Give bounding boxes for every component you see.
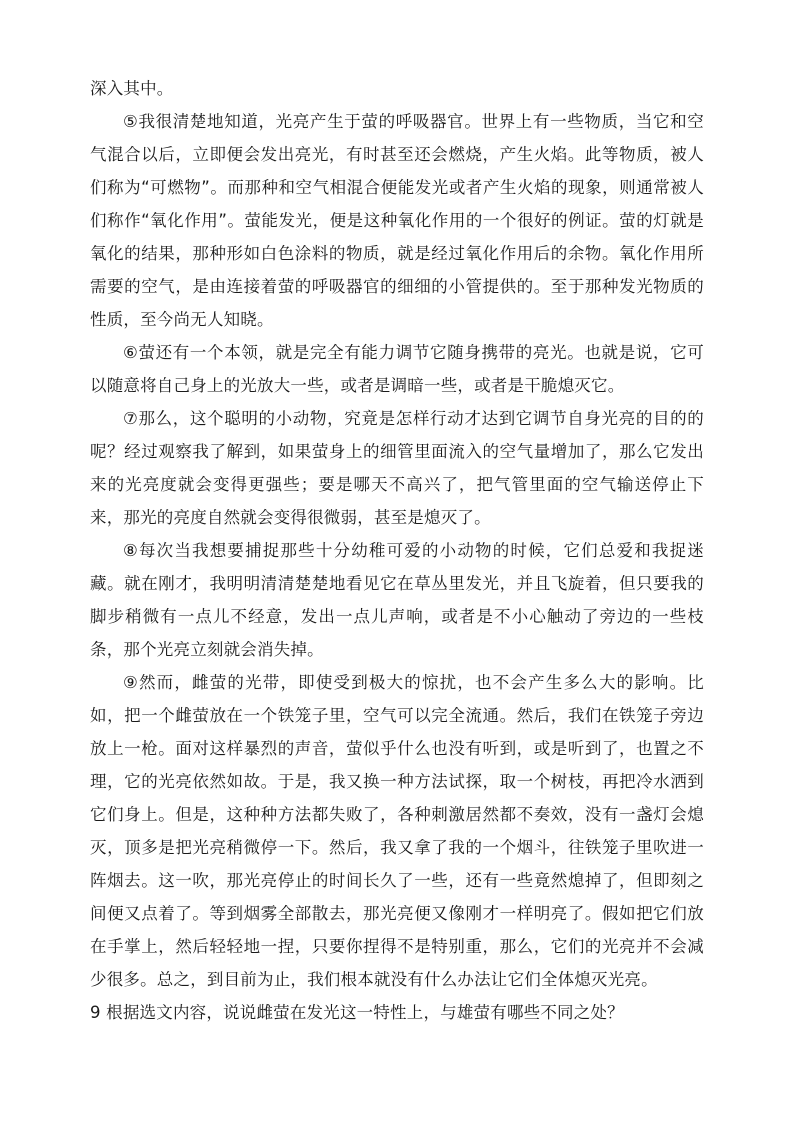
document-page	[90, 72, 704, 1029]
paragraph-7: ⑦那么，这个聪明的小动物，究竟是怎样行动才达到它调节自身光亮的目的的呢？经过观察我了解到，如果萤身上的细管里面流入的空气量增加了，那么它发出来的光亮度就会变得更强些；要是哪天不高兴了，把气管里面的空气输送停止下来，那光的亮度自然就会变得很微弱，甚至是熄灭了。	[90, 409, 704, 527]
paragraph-9: ⑨然而，雌萤的光带，即使受到极大的惊扰，也不会产生多么大的影响。比如，把一个雌萤放在一个铁笼子里，空气可以完全流通。然后，我们在铁笼子旁边放上一枪。面对这样暴烈的声音，萤似乎什么也没有听到，或是听到了，也置之不理，它的光亮依然如故。于是，我又换一种方法试探，取一个树枝，再把冷水洒到它们身上。但是，这种种方法都失败了，各种刺激居然都不奏效，没有一盏灯会熄灭，顶多是把光亮稍微停一下。然后，我又拿了我的一个烟斗，往铁笼子里吹进一阵烟去。这一吹，那光亮停止的时间长久了一些，还有一些竟然熄掉了，但即刻之间便又点着了。等到烟雾全部散去，那光亮便又像刚才一样明亮了。假如把它们放在手掌上，然后轻轻地一捏，只要你捏得不是特别重，那么，它们的光亮并不会减少很多。总之，到目前为止，我们根本就没有什么办法让它们全体熄灭光亮。	[90, 673, 704, 989]
paragraph-8: ⑧每次当我想要捕捉那些十分幼稚可爱的小动物的时候，它们总爱和我捉迷藏。就在刚才，我明明清清楚楚地看见它在草丛里发光，并且飞旋着，但只要我的脚步稍微有一点儿不经意，发出一点儿声响，或者是不小心触动了旁边的一些枝条，那个光亮立刻就会消失掉。	[90, 541, 704, 659]
question-9: 9 根据选文内容，说说雌萤在发光这一特性上，与雄萤有哪些不同之处？	[90, 1003, 624, 1022]
paragraph-6: ⑥萤还有一个本领，就是完全有能力调节它随身携带的亮光。也就是说，它可以随意将自己身上的光放大一些，或者是调暗一些，或者是干脆熄灭它。	[90, 343, 704, 395]
paragraph-5: ⑤我很清楚地知道，光亮产生于萤的呼吸器官。世界上有一些物质，当它和空气混合以后，立即便会发出亮光，有时甚至还会燃烧，产生火焰。此等物质，被人们称为“可燃物”。而那种和空气相混合便能发光或者产生火焰的现象，则通常被人们称作“氧化作用”。萤能发光，便是这种氧化作用的一个很好的例证。萤的灯就是氧化的结果，那种形如白色涂料的物质，就是经过氧化作用后的余物。氧化作用所需要的空气，是由连接着萤的呼吸器官的细细的小管提供的。至于那种发光物质的性质，至今尚无人知晓。	[90, 112, 704, 329]
paragraph-continuation: 深入其中。	[90, 79, 174, 98]
